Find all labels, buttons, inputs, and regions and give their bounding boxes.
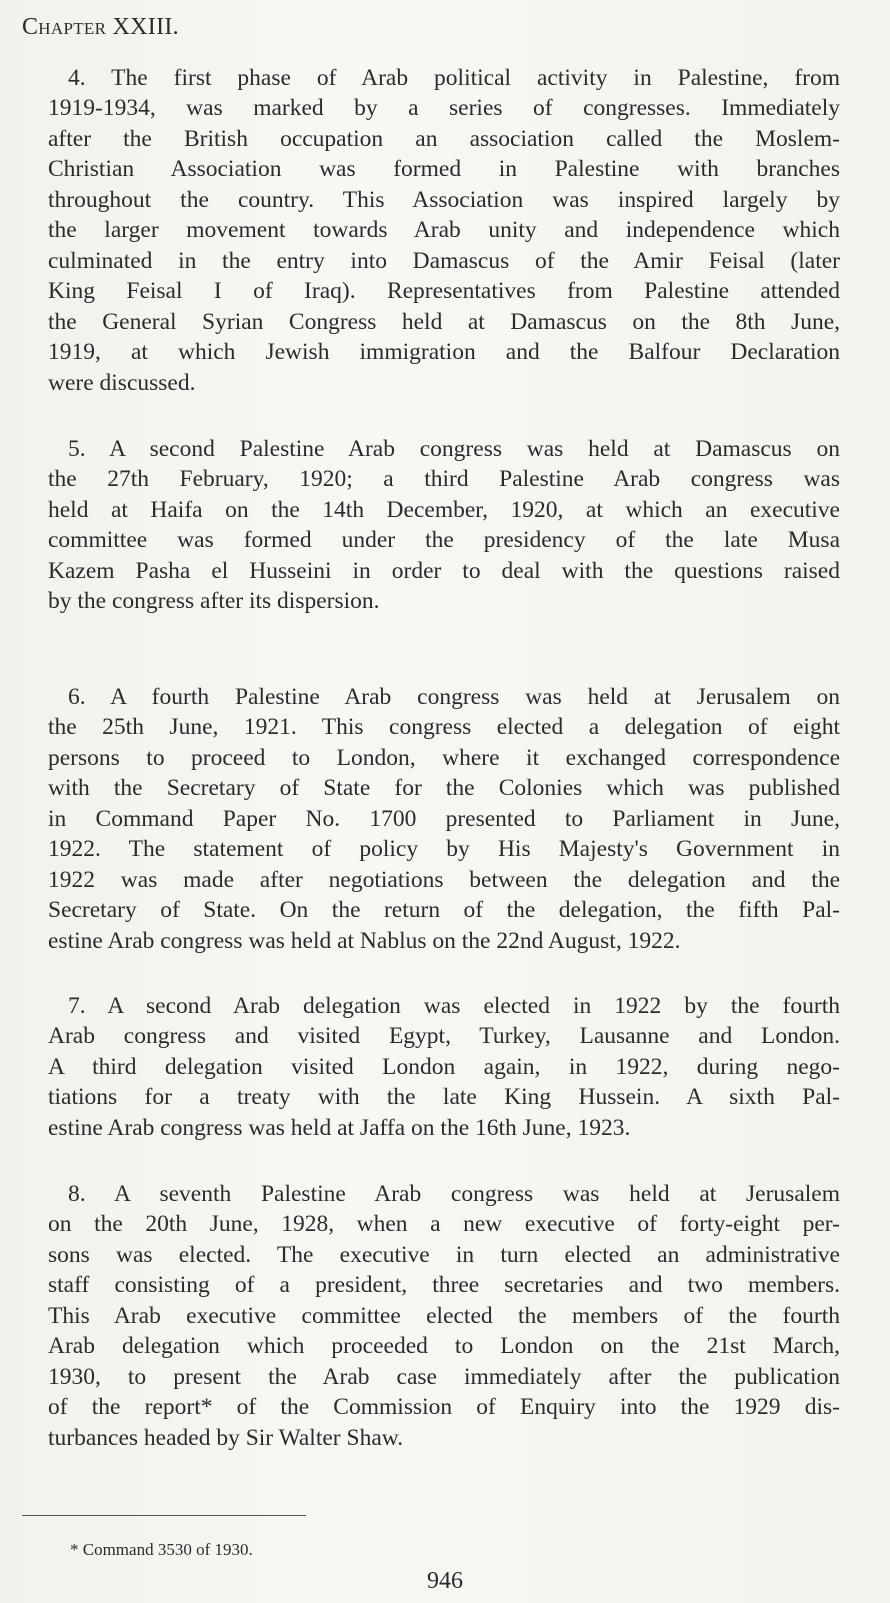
text-line: 4. The first phase of Arab political activity in Palestine, from xyxy=(68,65,840,91)
text-line: tiations for a treaty with the late King Hussein. A sixth Pal- xyxy=(48,1084,840,1111)
text-line: 6. A fourth Palestine Arab congress was held at Jerusalem on xyxy=(68,684,840,710)
text-line: held at Haifa on the 14th December, 1920, at which an executive xyxy=(48,496,840,523)
text-line: 1919, at which Jewish immigration and the Balfour Declaration xyxy=(48,339,840,366)
text-line: persons to proceed to London, where it exchanged correspondence xyxy=(48,744,840,771)
text-line: on the 20th June, 1928, when a new executive of forty-eight per- xyxy=(48,1211,840,1238)
text-line: 1919-1934, was marked by a series of congresses. Immediately xyxy=(48,95,840,122)
text-line: 1922. The statement of policy by His Majesty's Government in xyxy=(48,836,840,863)
text-line: the 25th June, 1921. This congress elected a delegation of eight xyxy=(48,714,840,741)
text-line: with the Secretary of State for the Colonies which was published xyxy=(48,775,840,802)
text-line: turbances headed by Sir Walter Shaw. xyxy=(48,1424,404,1451)
text-line: King Feisal I of Iraq). Representatives from Palestine attended xyxy=(48,278,840,305)
text-line: staff consisting of a president, three secretaries and two members. xyxy=(48,1272,840,1299)
text-line: A third delegation visited London again, in 1922, during nego- xyxy=(48,1053,840,1080)
page-number: 946 xyxy=(427,1568,463,1594)
footnote-divider xyxy=(22,1515,306,1516)
text-line: 5. A second Palestine Arab congress was held at Damascus on xyxy=(68,436,840,462)
text-line: Arab delegation which proceeded to London on the 21st March, xyxy=(48,1333,840,1360)
text-line: the larger movement towards Arab unity and independence which xyxy=(48,217,840,244)
text-line: by the congress after its dispersion. xyxy=(48,588,380,615)
chapter-heading: Chapter XXIII. xyxy=(22,14,179,40)
text-line: Christian Association was formed in Palestine with branches xyxy=(48,156,840,183)
text-line: Arab congress and visited Egypt, Turkey, Lausanne and London. xyxy=(48,1023,840,1050)
text-line: 1930, to present the Arab case immediately after the publication xyxy=(48,1363,840,1390)
text-line: of the report* of the Commission of Enquiry into the 1929 dis- xyxy=(48,1394,840,1421)
text-line: culminated in the entry into Damascus of the Amir Feisal (later xyxy=(48,247,840,274)
text-line: 8. A seventh Palestine Arab congress was held at Jerusalem xyxy=(68,1181,840,1207)
text-line: estine Arab congress was held at Jaffa on the 16th June, 1923. xyxy=(48,1114,631,1141)
text-line: 1922 was made after negotiations between the delegation and the xyxy=(48,866,840,893)
text-line: estine Arab congress was held at Nablus on the 22nd August, 1922. xyxy=(48,927,681,954)
text-line: after the British occupation an association called the Moslem- xyxy=(48,125,840,152)
text-line: Secretary of State. On the return of the delegation, the fifth Pal- xyxy=(48,897,840,924)
text-line: the General Syrian Congress held at Damascus on the 8th June, xyxy=(48,308,840,335)
text-line: sons was elected. The executive in turn elected an administrative xyxy=(48,1241,840,1268)
text-line: were discussed. xyxy=(48,369,196,396)
text-line: the 27th February, 1920; a third Palestine Arab congress was xyxy=(48,466,840,493)
text-line: throughout the country. This Association was inspired largely by xyxy=(48,186,840,213)
footnote: * Command 3530 of 1930. xyxy=(70,1540,253,1559)
text-line: committee was formed under the presidency of the late Musa xyxy=(48,527,840,554)
text-line: Kazem Pasha el Husseini in order to deal with the questions raised xyxy=(48,557,840,584)
text-line: 7. A second Arab delegation was elected in 1922 by the fourth xyxy=(68,993,840,1019)
text-line: This Arab executive committee elected the members of the fourth xyxy=(48,1302,840,1329)
text-line: in Command Paper No. 1700 presented to Parliament in June, xyxy=(48,805,840,832)
